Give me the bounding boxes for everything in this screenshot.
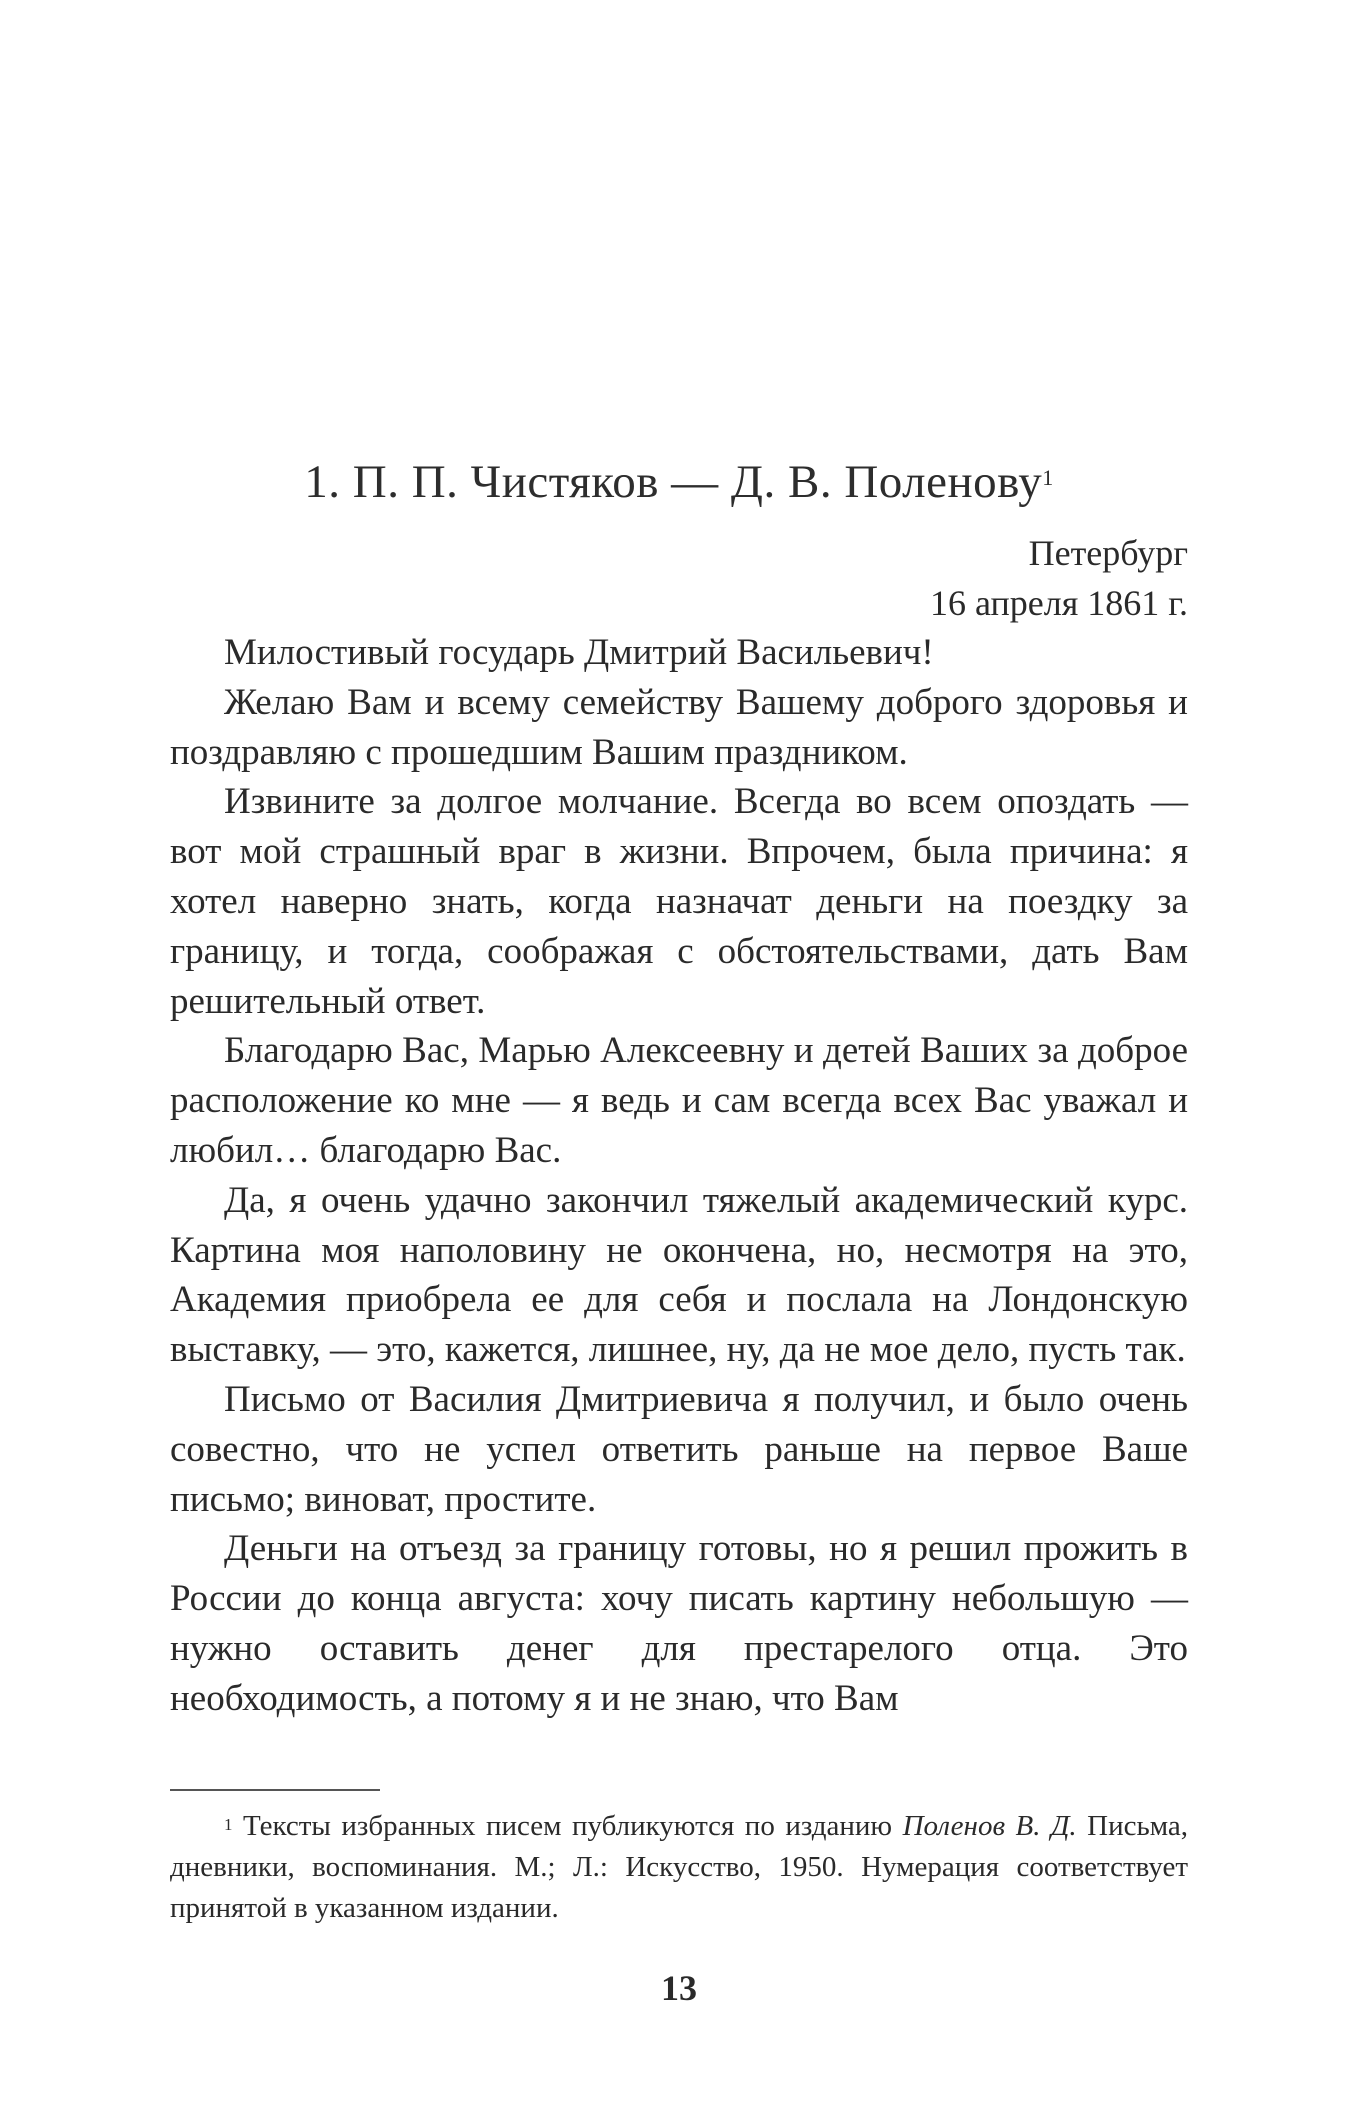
page-number: 13 bbox=[661, 1968, 697, 2008]
footnote-marker: 1 bbox=[224, 1815, 233, 1834]
place-date-block bbox=[600, 528, 1188, 628]
footnote-separator bbox=[170, 1789, 380, 1791]
letter-body bbox=[170, 628, 1188, 1724]
letter-place: Петербург bbox=[1028, 533, 1188, 573]
paragraph: Благодарю Вас, Марью Алексеевну и детей Ваших за доброе расположение ко мне — я ведь и сам всегда всех Вас уважал и любил… благодарю Вас. bbox=[170, 1030, 1188, 1171]
footnote bbox=[170, 1806, 1188, 1929]
letter-heading bbox=[170, 452, 1188, 512]
paragraph: Да, я очень удачно закончил тяжелый академический курс. Картина моя наполовину не окончена, но, несмотря на это, Академия приобрела ее для себя и послала на Лондонскую выставку, — это, кажется, лишнее, ну, да не мое дело, пусть так. bbox=[170, 1179, 1188, 1371]
heading-text: 1. П. П. Чистяков — Д. В. Поленову bbox=[304, 456, 1043, 508]
letter-date: 16 апреля 1861 г. bbox=[930, 583, 1188, 623]
paragraph-salutation: Милостивый государь Дмитрий Васильевич! bbox=[224, 632, 934, 673]
footnote-text-after: Письма, дневники, воспоминания. М.; Л.: Искусство, 1950. Нумерация соответствует принятой в указанном издании. bbox=[170, 1810, 1188, 1924]
paragraph: Извините за долгое молчание. Всегда во всем опоздать — вот мой страшный враг в жизни. Впрочем, была причина: я хотел наверно знать, когда назначат деньги на поездку за границу, и тогда, соображая с обстоятельствами, дать Вам решительный ответ. bbox=[170, 781, 1188, 1022]
paragraph: Письмо от Василия Дмитриевича я получил, и было очень совестно, что не успел ответить раньше на первое Ваше письмо; виноват, простите. bbox=[170, 1378, 1188, 1520]
footnote-text-before: Тексты избранных писем публикуются по изданию bbox=[243, 1810, 903, 1842]
paragraph: Деньги на отъезд за границу готовы, но я решил прожить в России до конца августа: хочу писать картину небольшую — нужно оставить денег для престарелого отца. Это необходимость, а потому я и не знаю, что Вам bbox=[170, 1528, 1188, 1719]
heading-footnote-marker: 1 bbox=[1042, 465, 1054, 490]
paragraph: Желаю Вам и всему семейству Вашему доброго здоровья и поздравляю с прошедшим Вашим праздником. bbox=[170, 681, 1188, 773]
footnote-author-italic: Поленов В. Д. bbox=[902, 1810, 1077, 1842]
